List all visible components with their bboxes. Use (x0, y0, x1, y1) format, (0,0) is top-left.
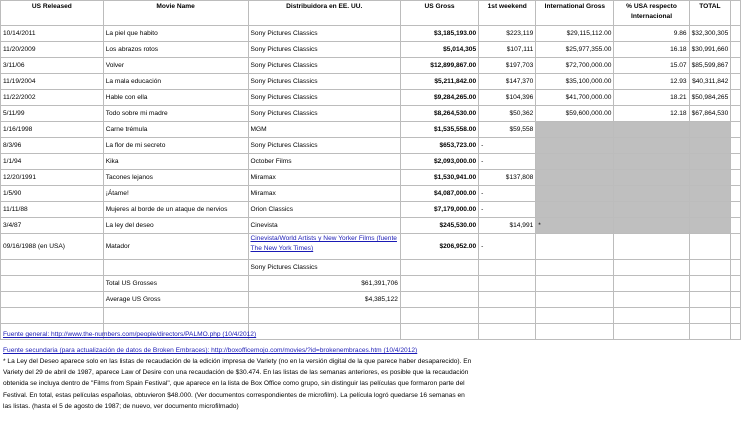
empty-cell[interactable] (731, 276, 741, 292)
international-gross-cell[interactable]: $25,977,355.00 (536, 42, 614, 58)
header-cell: Movie Name (103, 1, 248, 26)
percent-usa-cell[interactable]: 18.21 (614, 90, 689, 106)
total-cell[interactable]: $30,991,660 (689, 42, 731, 58)
empty-cell[interactable] (400, 260, 478, 276)
empty-cell[interactable] (248, 308, 400, 324)
empty-cell[interactable] (731, 324, 741, 340)
total-cell[interactable] (689, 138, 731, 154)
empty-cell[interactable] (731, 58, 741, 74)
international-gross-cell[interactable]: $72,700,000.00 (536, 58, 614, 74)
release-date-cell[interactable]: 11/11/88 (1, 202, 104, 218)
empty-cell[interactable] (479, 276, 536, 292)
empty-cell[interactable] (1, 276, 104, 292)
distributor-cell[interactable]: Sony Pictures Classics (248, 106, 400, 122)
empty-cell[interactable] (400, 324, 478, 340)
total-cell[interactable]: $40,311,842 (689, 74, 731, 90)
empty-cell[interactable] (614, 292, 689, 308)
empty-cell[interactable] (731, 74, 741, 90)
empty-cell[interactable] (103, 260, 248, 276)
us-gross-cell[interactable]: $5,211,842.00 (400, 74, 478, 90)
movie-name-cell[interactable]: Hable con ella (103, 90, 248, 106)
distributor-cell[interactable]: Sony Pictures Classics (248, 74, 400, 90)
distributor-cell[interactable]: Sony Pictures Classics (248, 42, 400, 58)
table-row (1, 106, 741, 122)
distributor-cell[interactable]: Cinevista (248, 218, 400, 234)
first-weekend-cell[interactable]: $197,703 (479, 58, 536, 74)
empty-cell[interactable] (731, 138, 741, 154)
international-gross-cell[interactable] (536, 170, 614, 186)
empty-cell[interactable] (479, 260, 536, 276)
release-date-cell[interactable]: 3/4/87 (1, 218, 104, 234)
table-row (1, 42, 741, 58)
us-gross-cell[interactable]: $5,014,305 (400, 42, 478, 58)
distributor-cell[interactable]: Orion Classics (248, 202, 400, 218)
total-cell[interactable] (689, 154, 731, 170)
total-cell[interactable]: $85,599,867 (689, 58, 731, 74)
table-row (1, 218, 741, 234)
distributor-cell[interactable]: MGM (248, 122, 400, 138)
empty-cell[interactable] (400, 292, 478, 308)
us-gross-cell[interactable]: $653,723.00 (400, 138, 478, 154)
total-cell[interactable] (689, 186, 731, 202)
summary-row (1, 292, 741, 308)
empty-cell[interactable] (731, 122, 741, 138)
us-gross-cell[interactable]: $7,179,000.00 (400, 202, 478, 218)
empty-cell[interactable] (1, 308, 104, 324)
table-row (1, 58, 741, 74)
empty-cell[interactable] (731, 218, 741, 234)
international-gross-cell[interactable]: $59,600,000.00 (536, 106, 614, 122)
empty-cell[interactable] (731, 1, 741, 26)
distributor-cell[interactable]: Sony Pictures Classics (248, 90, 400, 106)
international-gross-cell[interactable] (536, 154, 614, 170)
movie-name-cell[interactable]: Todo sobre mi madre (103, 106, 248, 122)
table-row (1, 234, 741, 260)
first-weekend-cell[interactable]: - (479, 234, 536, 260)
distributor-cell[interactable]: Cinevista/World Artists y New Yorker Films (fuente The New York Times) (248, 234, 400, 260)
percent-usa-cell[interactable] (614, 138, 689, 154)
us-gross-cell[interactable]: $12,899,867.00 (400, 58, 478, 74)
international-gross-cell[interactable] (536, 122, 614, 138)
percent-usa-cell[interactable]: 9.86 (614, 26, 689, 42)
header-cell: US Gross (400, 1, 478, 26)
empty-cell[interactable] (689, 260, 731, 276)
average-us-gross-value[interactable]: $4,385,122 (248, 292, 400, 308)
release-date-cell[interactable]: 09/16/1988 (en USA) (1, 234, 104, 260)
empty-cell[interactable] (536, 292, 614, 308)
distributor-cell[interactable]: October Films (248, 154, 400, 170)
us-gross-cell[interactable]: $8,264,530.00 (400, 106, 478, 122)
total-us-grosses-label[interactable]: Total US Grosses (103, 276, 248, 292)
release-date-cell[interactable]: 11/22/2002 (1, 90, 104, 106)
movie-name-cell[interactable]: ¡Átame! (103, 186, 248, 202)
percent-usa-cell[interactable] (614, 202, 689, 218)
total-cell[interactable] (689, 234, 731, 260)
empty-cell[interactable] (731, 292, 741, 308)
international-gross-cell[interactable] (536, 186, 614, 202)
distributor-cell[interactable]: Miramax (248, 170, 400, 186)
distributor-cell[interactable]: Sony Pictures Classics (248, 58, 400, 74)
international-gross-cell[interactable]: $35,100,000.00 (536, 74, 614, 90)
empty-cell[interactable] (614, 308, 689, 324)
average-us-gross-label[interactable]: Average US Gross (103, 292, 248, 308)
us-gross-cell[interactable]: $4,087,000.00 (400, 186, 478, 202)
empty-cell[interactable] (614, 260, 689, 276)
release-date-cell[interactable]: 1/1/94 (1, 154, 104, 170)
empty-cell[interactable] (536, 260, 614, 276)
movie-name-cell[interactable]: Matador (103, 234, 248, 260)
first-weekend-cell[interactable]: - (479, 138, 536, 154)
percent-usa-cell[interactable] (614, 218, 689, 234)
international-gross-cell[interactable]: * (536, 218, 614, 234)
empty-cell[interactable] (1, 260, 104, 276)
release-date-cell[interactable]: 8/3/96 (1, 138, 104, 154)
empty-cell[interactable] (400, 276, 478, 292)
percent-usa-cell[interactable] (614, 186, 689, 202)
first-weekend-cell[interactable]: $223,119 (479, 26, 536, 42)
distributor-cell[interactable]: Sony Pictures Classics (248, 138, 400, 154)
header-cell: % USA respecto Internacional (614, 1, 689, 26)
table-row (1, 186, 741, 202)
release-date-cell[interactable]: 5/11/99 (1, 106, 104, 122)
international-gross-cell[interactable] (536, 202, 614, 218)
empty-cell[interactable] (731, 260, 741, 276)
movie-name-cell[interactable]: La ley del deseo (103, 218, 248, 234)
release-date-cell[interactable]: 11/20/2009 (1, 42, 104, 58)
us-gross-cell[interactable]: $9,284,265.00 (400, 90, 478, 106)
empty-cell[interactable] (1, 292, 104, 308)
empty-cell[interactable] (731, 170, 741, 186)
table-row (1, 90, 741, 106)
movie-name-cell[interactable]: Tacones lejanos (103, 170, 248, 186)
movie-name-cell[interactable]: Kika (103, 154, 248, 170)
percent-usa-cell[interactable]: 12.18 (614, 106, 689, 122)
movie-name-cell[interactable]: Mujeres al borde de un ataque de nervios (103, 202, 248, 218)
first-weekend-cell[interactable]: $50,362 (479, 106, 536, 122)
movie-name-cell[interactable]: Los abrazos rotos (103, 42, 248, 58)
empty-cell[interactable] (731, 186, 741, 202)
movie-name-cell[interactable]: La mala educación (103, 74, 248, 90)
source-secondary-link[interactable]: Fuente secundaria (para actualización de datos de Broken Embraces): http://boxofficemojo.com/movies/?id=brokenembraces.htm (10/4/2012) (3, 347, 418, 354)
summary-row (1, 276, 741, 292)
first-weekend-cell[interactable]: - (479, 154, 536, 170)
total-cell[interactable]: $50,984,265 (689, 90, 731, 106)
empty-cell[interactable] (731, 234, 741, 260)
header-cell: Distribuidora en EE. UU. (248, 1, 400, 26)
release-date-cell[interactable]: 11/19/2004 (1, 74, 104, 90)
percent-usa-cell[interactable]: 12.93 (614, 74, 689, 90)
footnote-text: * La Ley del Deseo aparece solo en las listas de recaudación de la edición impresa de Variety (no en la versión digital de la que parece haber desaparecido). En Variety del 29 de abril de 1987, aparece Law of Desire con una recaudación de $30.474. En las listas de las semanas anteriores, es posible que la recaudación obtenida se incluya dentro de "Films from Spain Festival", que aparece en la lista de Box Office como grupo, sin distinguir las películas que formaron parte del Festival. En total, estas películas españolas, obtuvieron $48.000. (Ver documentos correspondientes de microfilm). La película logró quedarse 16 semanas en las listas. (hasta el 5 de agosto de 1987; de nuevo, ver documento microfilmado) (3, 358, 472, 410)
first-weekend-cell[interactable]: $14,991 (479, 218, 536, 234)
us-gross-cell[interactable]: $206,952.00 (400, 234, 478, 260)
empty-cell[interactable] (479, 292, 536, 308)
movie-name-cell[interactable]: Volver (103, 58, 248, 74)
international-gross-cell[interactable] (536, 138, 614, 154)
table-row (1, 122, 741, 138)
empty-cell[interactable] (614, 276, 689, 292)
release-date-cell[interactable]: 12/20/1991 (1, 170, 104, 186)
empty-cell[interactable] (731, 42, 741, 58)
release-date-cell[interactable]: 10/14/2011 (1, 26, 104, 42)
first-weekend-cell[interactable]: $59,558 (479, 122, 536, 138)
table-row (1, 74, 741, 90)
us-gross-cell[interactable]: $245,530.00 (400, 218, 478, 234)
empty-cell[interactable] (731, 202, 741, 218)
percent-usa-cell[interactable] (614, 154, 689, 170)
empty-cell[interactable] (689, 292, 731, 308)
percent-usa-cell[interactable]: 15.07 (614, 58, 689, 74)
movie-name-cell[interactable]: La piel que habito (103, 26, 248, 42)
us-gross-cell[interactable]: $3,185,193.00 (400, 26, 478, 42)
first-weekend-cell[interactable]: $147,370 (479, 74, 536, 90)
empty-cell[interactable] (536, 324, 614, 340)
us-gross-cell[interactable]: $1,530,941.00 (400, 170, 478, 186)
first-weekend-cell[interactable]: - (479, 186, 536, 202)
empty-cell[interactable] (731, 106, 741, 122)
empty-cell[interactable] (103, 308, 248, 324)
total-cell[interactable] (689, 202, 731, 218)
release-date-cell[interactable]: 3/11/06 (1, 58, 104, 74)
us-gross-cell[interactable]: $1,535,558.00 (400, 122, 478, 138)
international-gross-cell[interactable]: $29,115,112.00 (536, 26, 614, 42)
movie-name-cell[interactable]: La flor de mi secreto (103, 138, 248, 154)
empty-cell[interactable] (689, 324, 731, 340)
release-date-cell[interactable]: 1/5/90 (1, 186, 104, 202)
distributor-cell[interactable]: Miramax (248, 186, 400, 202)
us-gross-cell[interactable]: $2,093,000.00 (400, 154, 478, 170)
header-cell: International Gross (536, 1, 614, 26)
table-row (1, 170, 741, 186)
empty-cell[interactable] (536, 308, 614, 324)
table-row (1, 138, 741, 154)
table-row (1, 202, 741, 218)
empty-cell[interactable] (689, 276, 731, 292)
release-date-cell[interactable]: 1/16/1998 (1, 122, 104, 138)
header-cell: TOTAL (689, 1, 731, 26)
percent-usa-cell[interactable] (614, 234, 689, 260)
empty-cell[interactable] (731, 90, 741, 106)
first-weekend-cell[interactable]: - (479, 202, 536, 218)
empty-cell[interactable] (731, 26, 741, 42)
table-row (1, 260, 741, 276)
empty-cell[interactable] (479, 308, 536, 324)
header-row (1, 1, 741, 26)
first-weekend-cell[interactable]: $137,808 (479, 170, 536, 186)
empty-cell[interactable] (689, 308, 731, 324)
header-cell: 1st weekend (479, 1, 536, 26)
empty-row (1, 308, 741, 324)
empty-cell[interactable] (400, 308, 478, 324)
international-gross-cell[interactable]: $41,700,000.00 (536, 90, 614, 106)
total-cell[interactable] (689, 170, 731, 186)
international-gross-cell[interactable] (536, 234, 614, 260)
percent-usa-cell[interactable]: 16.18 (614, 42, 689, 58)
movie-name-cell[interactable]: Carne trémula (103, 122, 248, 138)
first-weekend-cell[interactable]: $107,111 (479, 42, 536, 58)
table-row (1, 26, 741, 42)
empty-cell[interactable] (731, 308, 741, 324)
empty-cell[interactable] (614, 324, 689, 340)
empty-cell[interactable] (536, 276, 614, 292)
total-cell[interactable]: $67,864,530 (689, 106, 731, 122)
total-cell[interactable]: $32,300,305 (689, 26, 731, 42)
total-cell[interactable] (689, 218, 731, 234)
distributor-cell[interactable]: Sony Pictures Classics (248, 26, 400, 42)
percent-usa-cell[interactable] (614, 170, 689, 186)
percent-usa-cell[interactable] (614, 122, 689, 138)
header-cell: US Released (1, 1, 104, 26)
source-general-link[interactable]: Fuente general: http://www.the-numbers.com/people/directors/PALMO.php (10/4/2012) (3, 331, 257, 338)
distributor-cell[interactable]: Sony Pictures Classics (248, 260, 400, 276)
total-cell[interactable] (689, 122, 731, 138)
total-us-grosses-value[interactable]: $61,391,706 (248, 276, 400, 292)
table-row (1, 154, 741, 170)
empty-cell[interactable] (479, 324, 536, 340)
empty-cell[interactable] (248, 324, 400, 340)
first-weekend-cell[interactable]: $104,396 (479, 90, 536, 106)
empty-cell[interactable] (731, 154, 741, 170)
